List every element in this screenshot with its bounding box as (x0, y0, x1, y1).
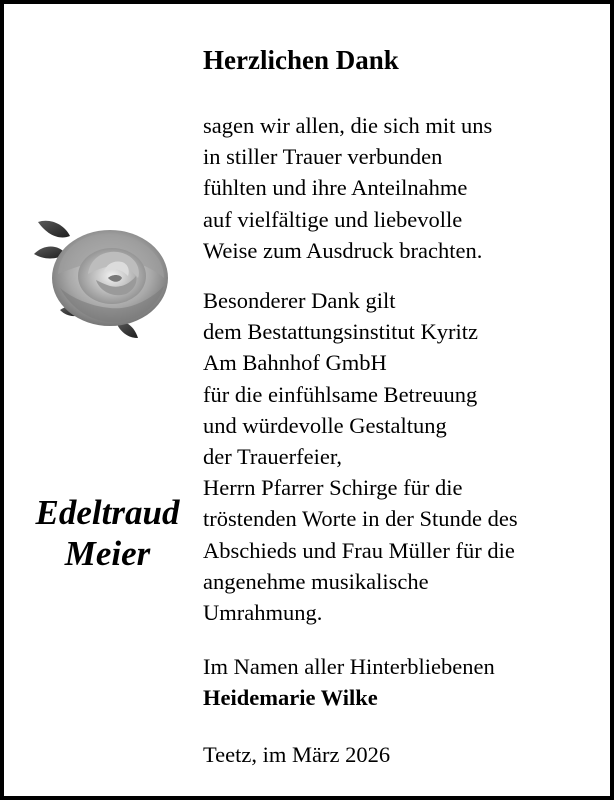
special-thanks-line: angenehme musikalische (203, 568, 429, 594)
place-date: Teetz, im März 2026 (203, 742, 391, 767)
closing-line: Im Namen aller Hinterbliebenen (203, 654, 495, 679)
special-thanks-line: der Trauerfeier, (203, 444, 343, 470)
thanks-line: Weise zum Ausdruck brachten. (203, 237, 483, 263)
closing-block (203, 651, 495, 713)
thanks-line: auf vielfältige und liebevolle (203, 206, 463, 232)
special-thanks-line: Umrahmung. (203, 600, 323, 626)
rose-icon (30, 214, 180, 344)
deceased-first-name: Edeltraud (35, 493, 180, 532)
deceased-name (4, 492, 211, 574)
special-thanks-paragraph (203, 285, 518, 628)
deceased-last-name: Meier (64, 534, 151, 573)
signature: Heidemarie Wilke (203, 685, 378, 711)
thanks-paragraph (203, 110, 492, 266)
heading: Herzlichen Dank (203, 45, 399, 75)
thanks-line: sagen wir allen, die sich mit uns (203, 113, 493, 138)
special-thanks-line: tröstenden Worte in der Stunde des (203, 506, 518, 532)
special-thanks-line: Abschieds und Frau Müller für die (203, 537, 515, 563)
special-thanks-line: und würdevolle Gestaltung (203, 412, 447, 438)
special-thanks-line: dem Bestattungsinstitut Kyritz (203, 319, 478, 345)
special-thanks-line: Herrn Pfarrer Schirge für die (203, 475, 463, 501)
special-thanks-line: Besonderer Dank gilt (203, 288, 396, 313)
thanks-line: fühlten und ihre Anteilnahme (203, 175, 468, 201)
special-thanks-line: Am Bahnhof GmbH (203, 350, 387, 376)
thanks-line: in stiller Trauer verbunden (203, 144, 443, 170)
special-thanks-line: für die einfühlsame Betreuung (203, 381, 478, 407)
